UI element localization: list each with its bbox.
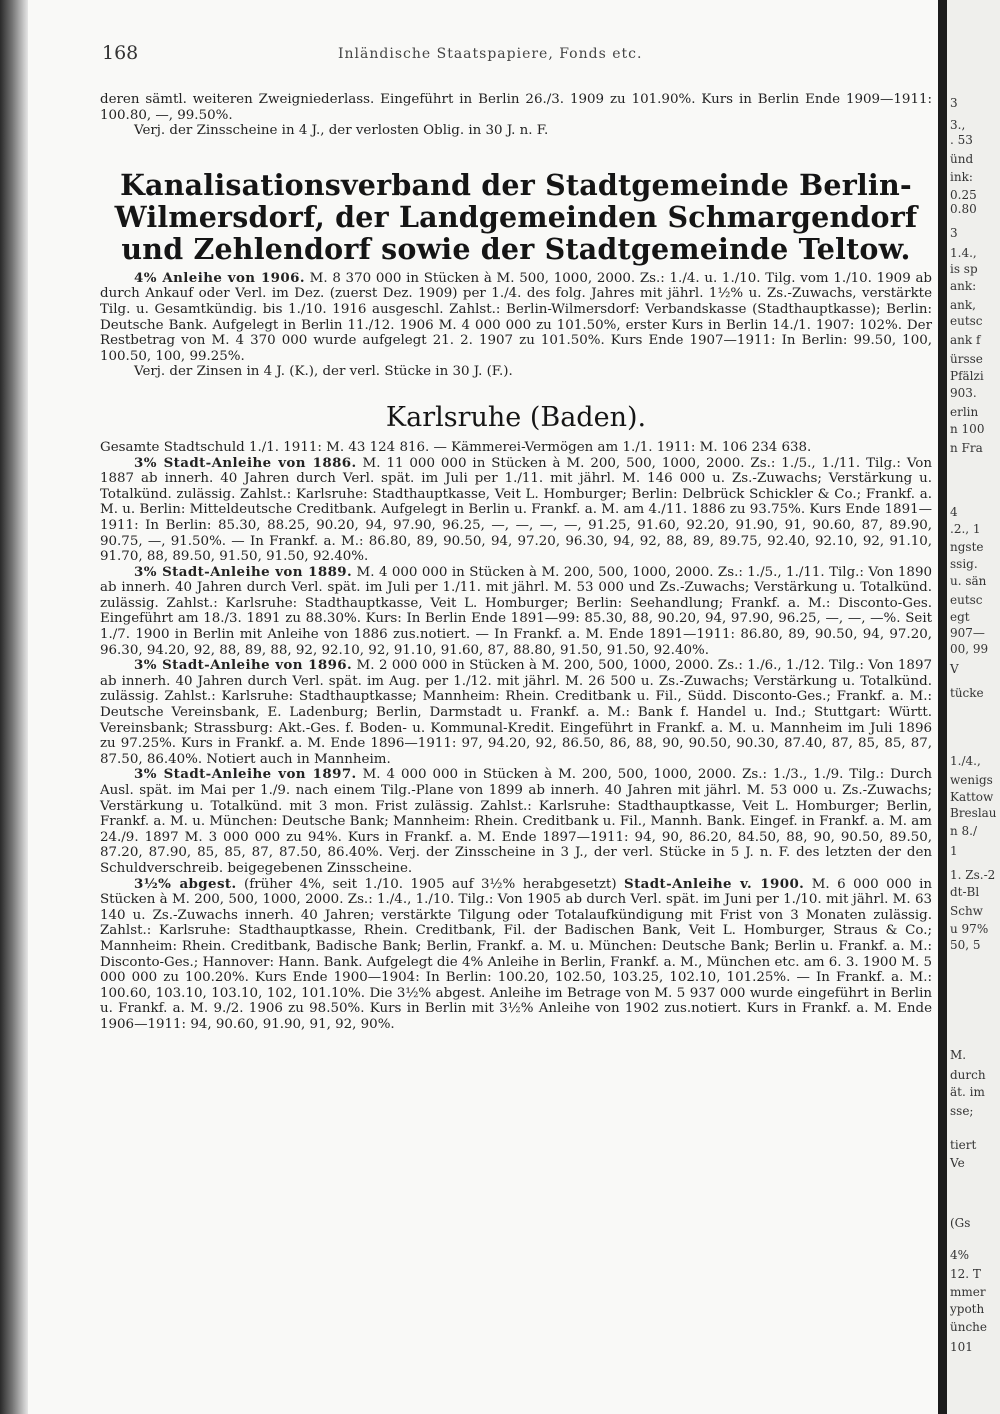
adjacent-page-line: n Fra bbox=[950, 441, 983, 455]
loan-entry-1896 bbox=[100, 658, 932, 767]
adjacent-page-line: 903. bbox=[950, 386, 977, 400]
adjacent-page-line: u. sän bbox=[950, 574, 987, 588]
adjacent-page-line: egt bbox=[950, 610, 970, 624]
adjacent-page-line: n 8./ bbox=[950, 824, 978, 838]
adjacent-page-line: 1./4., bbox=[950, 754, 981, 768]
adjacent-page-line: durch bbox=[950, 1068, 986, 1082]
adjacent-page-line: ünche bbox=[950, 1320, 988, 1334]
adjacent-page-line: 907— bbox=[950, 626, 985, 640]
adjacent-page-line: Ve bbox=[950, 1156, 965, 1170]
adjacent-page-line: 12. T bbox=[950, 1267, 981, 1281]
adjacent-page-line: dt-Bl bbox=[950, 885, 980, 899]
adjacent-page-line: 3 bbox=[950, 226, 958, 240]
loan-entry-1889 bbox=[100, 565, 932, 659]
page-number: 168 bbox=[102, 42, 139, 64]
adjacent-page-line: ypoth bbox=[950, 1302, 985, 1316]
loan-title-continued: Stadt-Anleihe v. 1900. bbox=[624, 875, 805, 892]
adjacent-page-line: Breslau bbox=[950, 806, 997, 820]
adjacent-page-line: tiert bbox=[950, 1138, 977, 1152]
loan-verjaehrung: Verj. der Zinsen in 4 J. (K.), der verl. Stücke in 30 J. (F.). bbox=[134, 364, 513, 380]
adjacent-page-line: n 100 bbox=[950, 422, 985, 436]
adjacent-page-line: mmer bbox=[950, 1285, 986, 1299]
book-gutter bbox=[938, 0, 947, 1414]
adjacent-page-line: 50, 5 bbox=[950, 938, 981, 952]
loan-title: 3½% abgest. bbox=[134, 875, 237, 892]
adjacent-page-line: wenigs bbox=[950, 773, 993, 787]
loan-title: 4% Anleihe von 1906. bbox=[134, 269, 305, 286]
adjacent-page-line: 3 bbox=[950, 96, 958, 110]
binding-shadow bbox=[0, 0, 28, 1414]
adjacent-page-line: 3., bbox=[950, 118, 966, 132]
adjacent-page-line: is sp bbox=[950, 262, 978, 276]
adjacent-page-line: . 53 bbox=[950, 133, 973, 147]
body-text bbox=[100, 92, 932, 1033]
loan-title: 3% Stadt-Anleihe von 1889. bbox=[134, 563, 353, 580]
loan-title: 3% Stadt-Anleihe von 1896. bbox=[134, 657, 353, 674]
adjacent-page-line: ünd bbox=[950, 152, 974, 166]
page-header bbox=[102, 42, 932, 66]
adjacent-page-line: Kattow bbox=[950, 790, 994, 804]
intro-verjaehrung: Verj. der Zinsscheine in 4 J., der verlosten Oblig. in 30 J. n. F. bbox=[134, 123, 549, 139]
running-head: Inländische Staatspapiere, Fonds etc. bbox=[338, 46, 643, 62]
adjacent-page-line: eutsc bbox=[950, 593, 983, 607]
adjacent-page-line: 0.80 bbox=[950, 202, 977, 216]
adjacent-page-line: ank: bbox=[950, 279, 977, 293]
adjacent-page-line: 101 bbox=[950, 1340, 973, 1354]
loan-text: M. 11 000 000 in Stücken à M. 200, 500, 1000, 2000. Zs.: 1./5., 1./11. Tilg.: Von 1887 ab innerh. 40 Jahren durch Verl. spät. im Juli per 1./11. mit jährl. M. 146 000 u. Zs.-Zuwachs; Verstärkung u. Totalkünd. zulässig. Zahlst.: Karlsruhe: Stadthauptkasse, Veit L. Homburger; Berlin: Delbrück Schickler & Co.; Frankf. a. M. u. Berlin: Mitteldeutsche Creditbank. Aufgelegt in Berlin u. Frankf. a. M. am 4./11. 1886 zu 93.75%. Kurs Ende 1891—1911: In Berlin: 85.30, 88.25, 90.20, 94, 97.90, 96.25, —, —, —, —, 91.25, 91.60, 92.20, 91.90, 91, 90.60, 87, 89.90, 90.75, —, 91.50%. — In Frankf. a. M.: 86.80, 89, 90.50, 94, 97.20, 96.30, 94, 92, 88, 89, 89.75, 92.40, 92.10, 92, 91.10, 91.70, 88, 89.50, 91.50, 91.50, 92.40%. bbox=[100, 455, 932, 565]
section-title-karlsruhe: Karlsruhe (Baden). bbox=[385, 401, 647, 433]
loan-text: M. 4 000 000 in Stücken à M. 200, 500, 1000, 2000. Zs.: 1./3., 1./9. Tilg.: Durch Ausl. spät. im Mai per 1./9. nach einem Tilg.-Plane von 1899 ab innerh. 40 Jahren mit jährl. M. 53 000 u. Zs.-Zuwachs; Verstärkung u. Totalkünd. mit 3 mon. Frist zulässig. Zahlst.: Karlsruhe: Stadthauptkasse, Veit L. Homburger; Berlin, Frankf. a. M. u. München: Deutsche Bank; Mannheim: Rhein. Creditbank u. Fil., Mannh. Bank. Eingef. in Frankf. a. M. am 24./9. 1897 M. 3 000 000 zu 94%. Kurs in Frankf. a. M. Ende 1897—1911: 94, 90, 86.20, 84.50, 88, 90, 90.50, 89.50, 87.20, 87.90, 85, 85, 87, 87.50, 86.40%. Verj. der Zinsscheine in 3 J., der verl. Stücke in 5 J. n. F. des letzten der den Schuldverschreib. beigegebenen Zinsscheine. bbox=[100, 767, 932, 876]
adjacent-page-line: Schw bbox=[950, 904, 983, 918]
loan-title: 3% Stadt-Anleihe von 1897. bbox=[134, 766, 357, 783]
adjacent-page-line: V bbox=[950, 662, 959, 676]
adjacent-page-line: .2., 1 bbox=[950, 522, 981, 536]
adjacent-page-line: (Gs bbox=[950, 1216, 971, 1230]
adjacent-page-line: 1.4., bbox=[950, 246, 977, 260]
adjacent-page-line: 1. Zs.-2 bbox=[950, 868, 996, 882]
adjacent-page-line: eutsc bbox=[950, 314, 983, 328]
city-debt-summary: Gesamte Stadtschuld 1./1. 1911: M. 43 124 816. — Kämmerei-Vermögen am 1./1. 1911: M. 106 234 638. bbox=[100, 439, 812, 455]
adjacent-page-line: ank, bbox=[950, 298, 976, 312]
loan-entry-1886 bbox=[100, 456, 932, 565]
loan-text: M. 6 000 000 in Stücken à M. 200, 500, 1000, 2000. Zs.: 1./4., 1./10. Tilg.: Von 1905 ab durch Verl. spät. im Juni per 1./10. mit jährl. M. 63 140 u. Zs.-Zuwachs innerh. 40 Jahren; verstärkte Tilgung oder Totalaufkündigung mit Frist von 3 Monaten zulässig. Zahlst.: Karlsruhe: Stadthauptkasse, Rhein. Creditbank, Fil. der Badischen Bank, Veit L. Homburger, Straus & Co.; Mannheim: Rhein. Creditbank, Badische Bank; Berlin, Frankf. a. M. u. München: Deutsche Bank; Berlin u. Frankf. a. M.: Disconto-Ges.; Hannover: Hann. Bank. Aufgelegt die 4% Anleihe in Berlin, Frankf. a. M., München etc. am 6. 3. 1900 M. 5 000 000 zu 100.20%. Kurs Ende 1900—1904: In Berlin: 100.20, 102.50, 103.25, 102.10, 101.25%. — In Frankf. a. M.: 100.60, 103.10, 103.10, 102, 101.10%. Die 3½% abgest. Anleihe im Betrage von M. 5 937 000 wurde eingeführt in Berlin u. Frankf. a. M. 9./2. 1906 zu 98.50%. Kurs in Berlin mit 3½% Anleihe von 1902 zus.notiert. Kurs in Frankf. a. M. Ende 1906—1911: 94, 90.60, 91.90, 91, 92, 90%. bbox=[100, 876, 932, 1032]
loan-note: (früher 4%, seit 1./10. 1905 auf 3½% herabgesetzt) bbox=[244, 876, 617, 892]
loan-entry bbox=[100, 271, 932, 365]
adjacent-page-line: 00, 99 bbox=[950, 642, 989, 656]
adjacent-page-line: u 97% bbox=[950, 922, 989, 936]
loan-title: 3% Stadt-Anleihe von 1886. bbox=[134, 454, 357, 471]
adjacent-page-line: M. bbox=[950, 1048, 967, 1062]
loan-text: M. 2 000 000 in Stücken à M. 200, 500, 1000, 2000. Zs.: 1./6., 1./12. Tilg.: Von 1897 ab innerh. 40 Jahren durch Verl. spät. im Aug. per 1./12. mit jährl. M. 26 500 u. Zs.-Zuwachs; Verstärkung u. Totalkünd. zulässig. Zahlst.: Karlsruhe: Stadthauptkasse; Mannheim: Rhein. Creditbank u. Fil., Südd. Disconto-Ges.; Frankf. a. M.: Deutsche Vereinsbank, E. Ladenburg; Berlin, Darmstadt u. Frankf. a. M.: Bank f. Handel u. Ind.; Stuttgart: Württ. Vereinsbank; Strassburg: Akt.-Ges. f. Boden- u. Kommunal-Kredit. Eingeführt in Frankf. a. M. u. Mannheim im Juli 1896 zu 97.25%. Kurs in Frankf. a. M. Ende 1896—1911: 97, 94.20, 92, 86.50, 86, 88, 90, 90.50, 90.30, 87.40, 87, 85, 85, 87, 87.50, 86.40%. Notiert auch in Mannheim. bbox=[100, 658, 932, 767]
adjacent-page-line: tücke bbox=[950, 686, 984, 700]
adjacent-page-line: ank f bbox=[950, 333, 981, 347]
loan-entry-1897 bbox=[100, 767, 932, 876]
adjacent-page-line: ürsse bbox=[950, 352, 983, 366]
adjacent-page-line: 4% bbox=[950, 1248, 970, 1262]
loan-entry-1900 bbox=[100, 877, 932, 1033]
adjacent-page-line: 1 bbox=[950, 844, 958, 858]
section-title-kanalisationsverband: Kanalisationsverband der Stadtgemeinde Berlin-Wilmersdorf, der Landgemeinden Schmargendorf und Zehlendorf sowie der Stadtgemeinde Teltow. bbox=[114, 167, 918, 266]
adjacent-page-line: ät. im bbox=[950, 1085, 985, 1099]
adjacent-page-line: erlin bbox=[950, 405, 979, 419]
loan-text: M. 8 370 000 in Stücken à M. 500, 1000, 2000. Zs.: 1./4. u. 1./10. Tilg. vom 1./10. 1909 ab durch Ankauf oder Verl. im Dez. (zuerst Dez. 1909) per 1./4. des folg. Jahres mit jährl. 1½% u. Zs.-Zuwachs, verstärkte Tilg. u. Gesamtkündig. bis 1./10. 1916 ausgeschl. Zahlst.: Berlin-Wilmersdorf: Verbandskasse (Stadthauptkasse); Berlin: Deutsche Bank. Aufgelegt in Berlin 11./12. 1906 M. 4 000 000 zu 101.50%, erster Kurs in Berlin 14./1. 1907: 102%. Der Restbetrag von M. 4 370 000 wurde aufgelegt 21. 2. 1907 zu 101.50%. Kurs Ende 1907—1911: In Berlin: 99.50, 100, 100.50, 100, 99.25%. bbox=[100, 270, 933, 364]
loan-text: M. 4 000 000 in Stücken à M. 200, 500, 1000, 2000. Zs.: 1./5., 1./11. Tilg.: Von 1890 ab innerh. 40 Jahren durch Verl. spät. im Juli per 1./11. mit jährl. M. 53 000 und Zs.-Zuwachs; Verstärkung u. Totalkünd. zulässig. Zahlst.: Karlsruhe: Stadthauptkasse, Veit L. Homburger; Berlin: Seehandlung; Frankf. a. M.: Disconto-Ges. Eingeführt am 18./3. 1891 zu 88.30%. Kurs: In Berlin Ende 1891—99: 85.30, 88, 90.20, 94, 97.90, 96.25, —, —, —%. Seit 1./7. 1900 in Berlin mit Anleihe von 1886 zus.notiert. — In Frankf. a. M. Ende 1891—1911: 86.80, 89, 90.50, 94, 97.20, 96.30, 94.20, 92, 88, 89, 88, 92, 92.10, 92, 91.10, 91.60, 87, 88.80, 91.50, 91.50, 92.40%. bbox=[100, 564, 932, 658]
adjacent-page-line: 4 bbox=[950, 505, 958, 519]
adjacent-page-fragment bbox=[947, 0, 1000, 1414]
intro-paragraph: deren sämtl. weiteren Zweigniederlass. Eingeführt in Berlin 26./3. 1909 zu 101.90%. Kurs in Berlin Ende 1909—1911: 100.80, —, 99.50%. bbox=[100, 92, 932, 123]
adjacent-page-line: ssig. bbox=[950, 557, 978, 571]
adjacent-page-line: sse; bbox=[950, 1104, 974, 1118]
adjacent-page-line: Pfälzi bbox=[950, 369, 984, 383]
adjacent-page-line: ink: bbox=[950, 170, 973, 184]
adjacent-page-line: ngste bbox=[950, 540, 984, 554]
adjacent-page-line: 0.25 bbox=[950, 188, 977, 202]
